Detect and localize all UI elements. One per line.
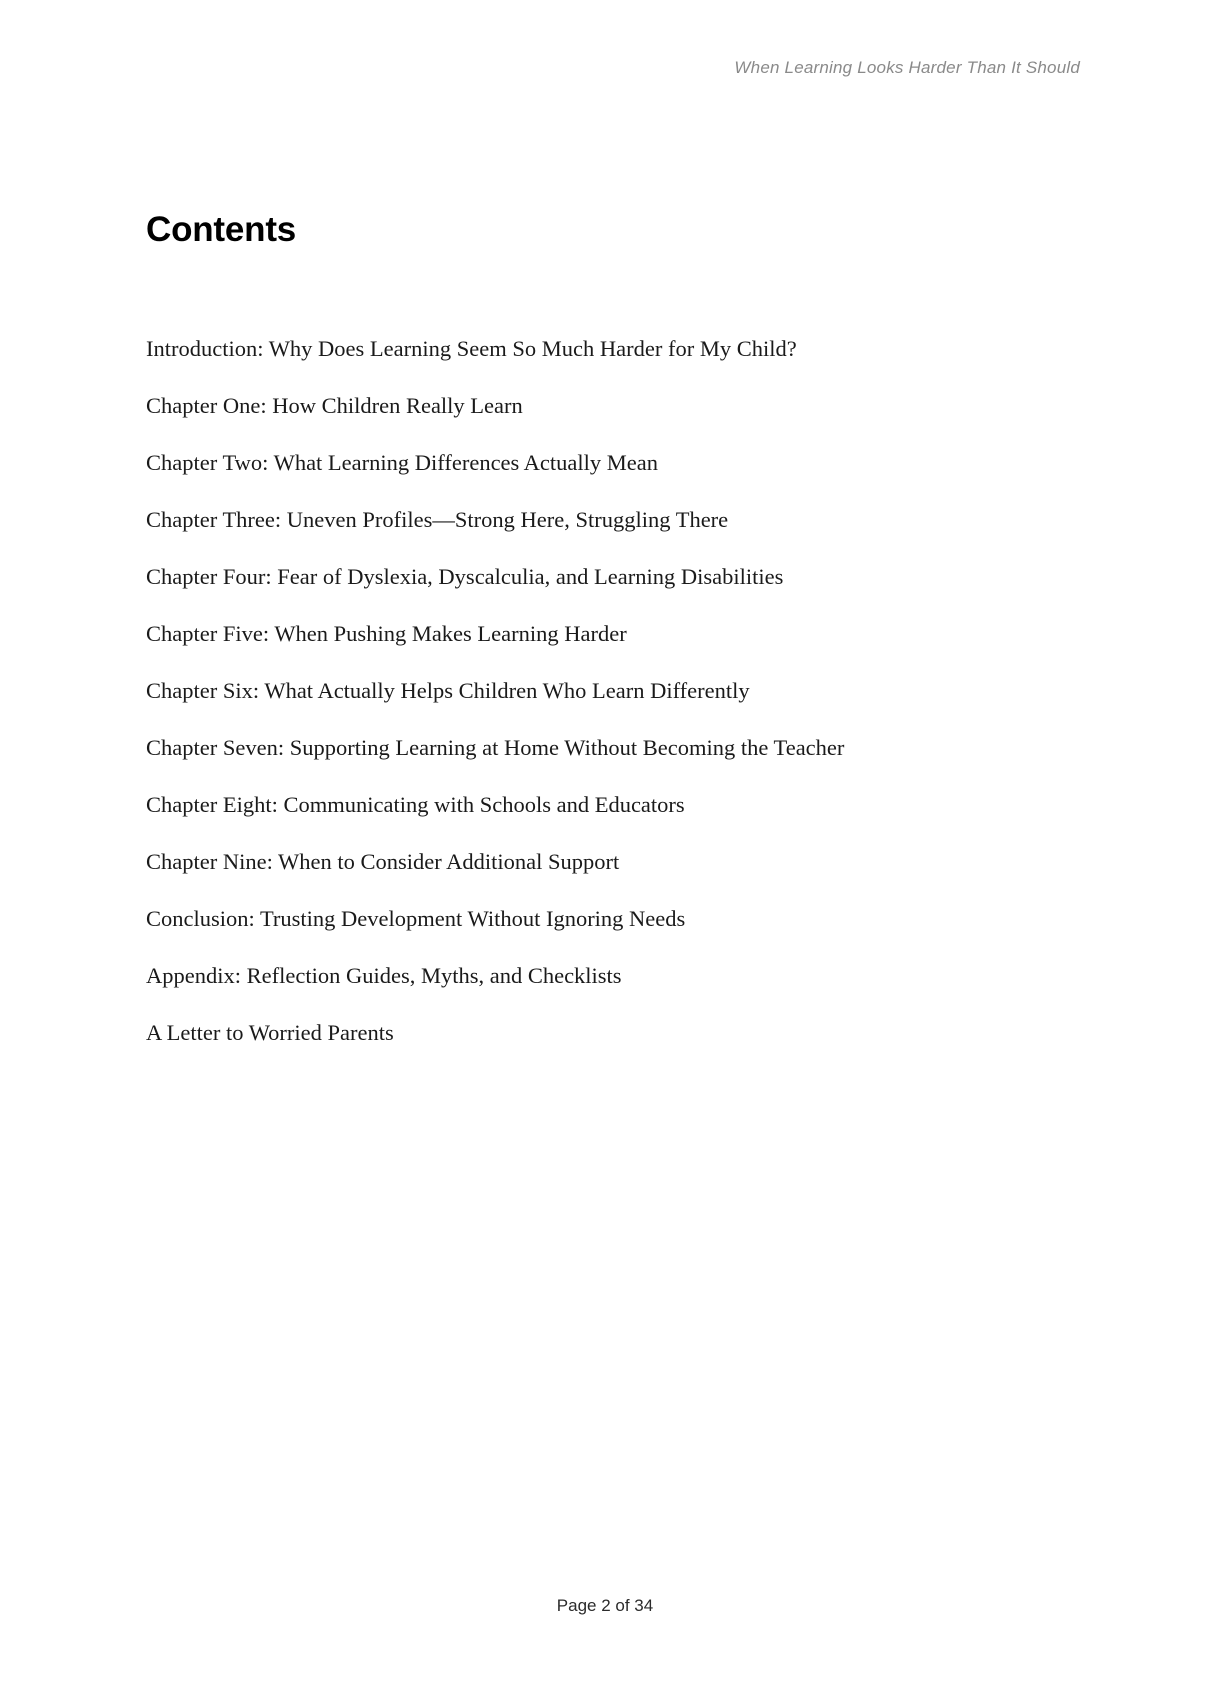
toc-entry: Chapter Seven: Supporting Learning at Home Without Becoming the Teacher — [146, 735, 845, 760]
toc-entry: Introduction: Why Does Learning Seem So Much Harder for My Child? — [146, 336, 797, 361]
toc-entry: Appendix: Reflection Guides, Myths, and Checklists — [146, 963, 622, 988]
page-number-footer: Page 2 of 34 — [556, 1596, 654, 1615]
toc-entry: Chapter Four: Fear of Dyslexia, Dyscalculia, and Learning Disabilities — [146, 564, 784, 589]
toc-entry: Chapter Two: What Learning Differences Actually Mean — [146, 450, 659, 475]
toc-entry: Chapter Three: Uneven Profiles—Strong Here, Struggling There — [146, 507, 729, 532]
toc-entry: Chapter Nine: When to Consider Additional Support — [146, 849, 620, 874]
table-of-contents — [146, 338, 1086, 1079]
page-title: Contents — [146, 210, 297, 249]
toc-entry: Chapter Eight: Communicating with Schools and Educators — [146, 792, 685, 817]
toc-entry: Conclusion: Trusting Development Without Ignoring Needs — [146, 906, 686, 931]
toc-entry: Chapter Five: When Pushing Makes Learning Harder — [146, 621, 627, 646]
toc-entry: Chapter One: How Children Really Learn — [146, 393, 523, 418]
toc-entry: A Letter to Worried Parents — [146, 1020, 394, 1045]
toc-entry: Chapter Six: What Actually Helps Children Who Learn Differently — [146, 678, 750, 703]
running-head: When Learning Looks Harder Than It Should — [734, 58, 1080, 77]
